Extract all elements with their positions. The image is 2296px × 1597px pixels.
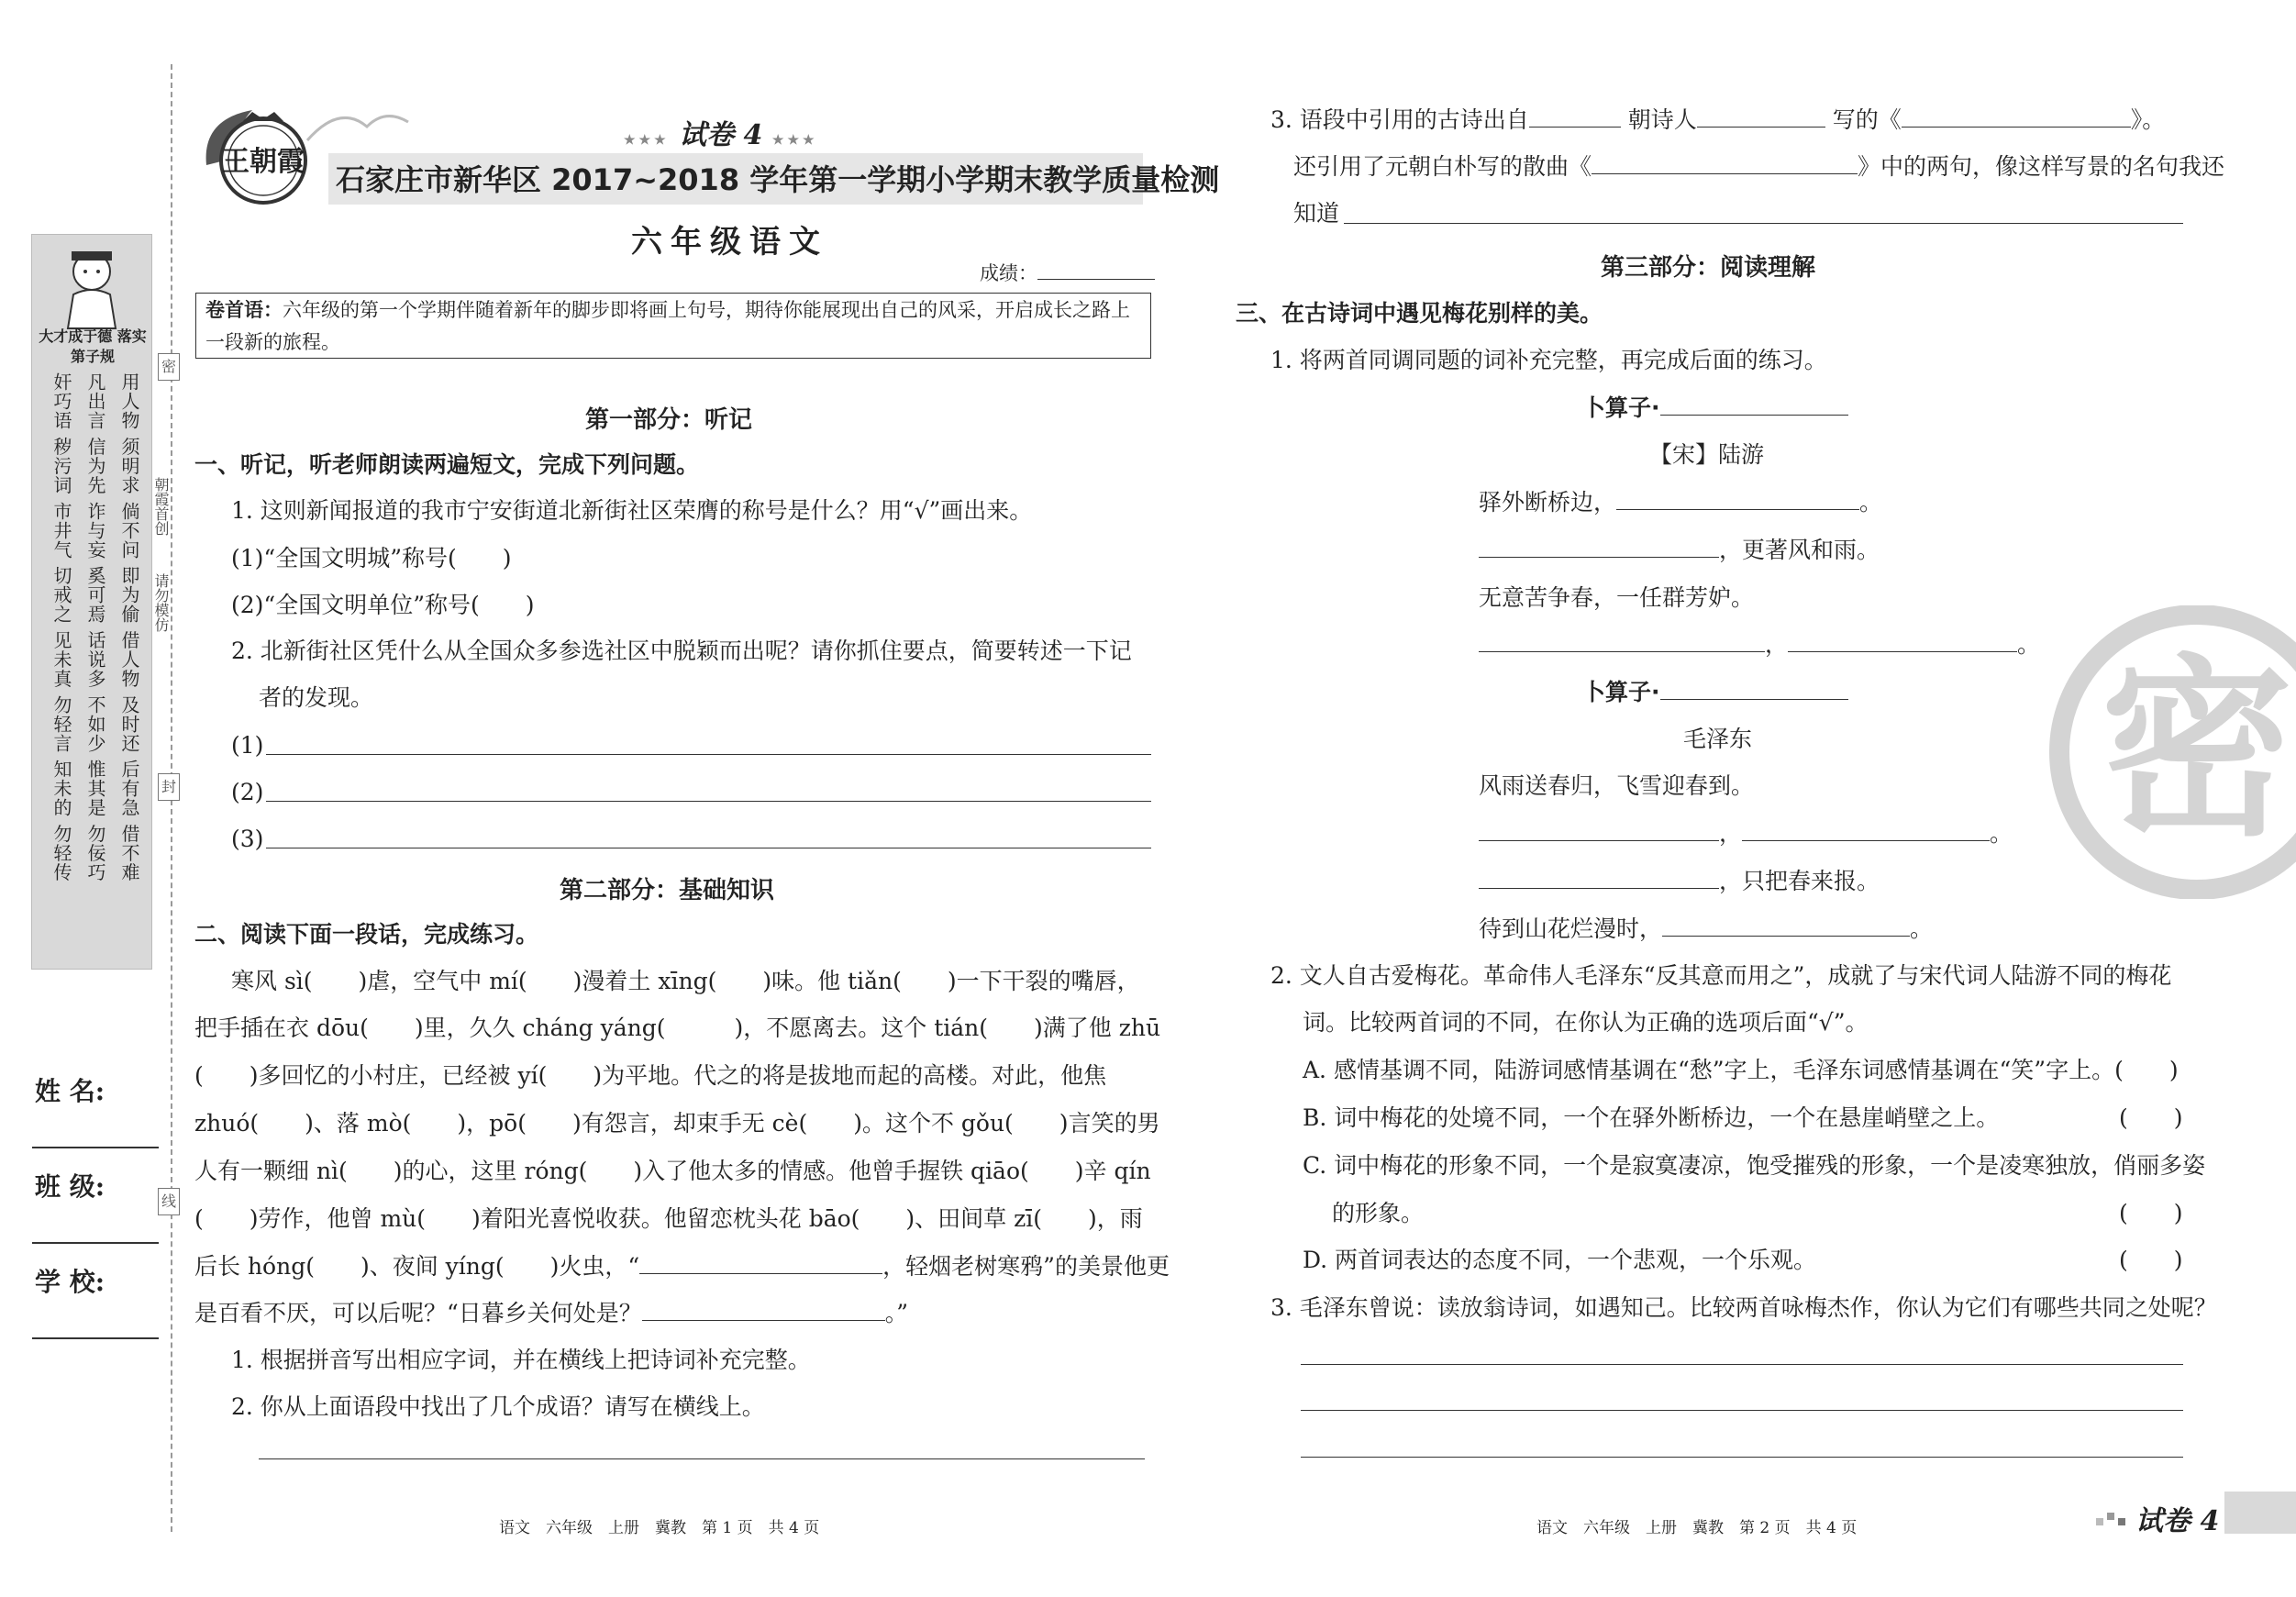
score-label: 成绩： <box>980 262 1037 284</box>
footer-left: 语文 六年级 上册 冀教 第 1 页 共 4 页 <box>499 1519 820 1537</box>
q1-2-text-line2: 者的发现。 <box>259 684 374 711</box>
poem1-blank-4[interactable] <box>1788 631 2017 652</box>
class-label: 班 级: <box>35 1171 105 1202</box>
passage-line-7: 后长 hóng( )、夜间 yíng( )火虫，“ ，轻烟老树寒鸦”的美景他更 <box>194 1253 1170 1280</box>
preface-text: 六年级的第一个学期伴随着新年的脚步即将画上句号，期待你能展现出自己的风采，开启成长之路上一段新的旅程。 <box>205 299 1130 353</box>
q2-3-qu-blank[interactable] <box>1592 153 1858 174</box>
passage-line-4: zhuó( )、落 mò( )，pō( )有怨言，却束手无 cè( )。这个不 gǒu( )言笑的男 <box>194 1110 1160 1137</box>
q2-2-text: 2. 你从上面语段中找出了几个成语？请写在横线上。 <box>231 1393 765 1420</box>
answer-label-1: (1) <box>231 732 264 759</box>
q1-1-option-a[interactable]: (1)“全国文明城”称号( ) <box>231 545 512 571</box>
poem2-title: 卜算子· <box>1582 677 1848 708</box>
q2-3-line1: 3. 语段中引用的古诗出自 朝诗人 写的《 》。 <box>1270 106 2166 133</box>
part2-title: 第二部分：基础知识 <box>560 877 775 904</box>
name-label: 姓 名: <box>35 1076 105 1106</box>
q3-1-text: 1. 将两首同调同题的词补充完整，再完成后面的练习。 <box>1270 347 1827 373</box>
q3-3-answer-3[interactable] <box>1301 1457 2183 1458</box>
school-field[interactable] <box>32 1337 159 1339</box>
passage-line-1: 寒风 sì( )虐，空气中 mí( )漫着土 xīng( )味。他 tiǎn( )一下干裂的嘴唇， <box>231 968 1140 994</box>
poem1-line1: 驿外断桥边， 。 <box>1479 489 1883 516</box>
q3-3-text: 3. 毛泽东曾说：读放翁诗词，如遇知己。比较两首咏梅杰作，你认为它们有哪些共同之处呢？ <box>1270 1294 2217 1321</box>
q3-2-option-c-line1[interactable]: C. 词中梅花的形象不同，一个是寂寞凄凉，饱受摧残的形象，一个是凌寒独放，俏丽多姿 <box>1303 1152 2206 1179</box>
q1-2-text-line1: 2. 北新街社区凭什么从全国众多参选社区中脱颖而出呢？请你抓住要点，简要转述一下记 <box>231 638 1132 664</box>
q1-1-text: 1. 这则新闻报道的我市宁安街道北新街社区荣膺的称号是什么？用“√”画出来。 <box>231 497 1033 524</box>
q3-2-option-d[interactable]: D. 两首词表达的态度不同，一个悲观，一个乐观。 <box>1303 1247 1817 1273</box>
motto-column-1: 用人物 须明求 倘不问 即为偷 借人物 及时还 后有急 借不难 <box>118 372 140 882</box>
q3-2-paren-b[interactable]: ( ) <box>2119 1104 2183 1131</box>
q3-3-answer-1[interactable] <box>1301 1364 2183 1365</box>
poem2-blank-1[interactable] <box>1479 820 1719 841</box>
poem2-line2: ， 。 <box>1479 818 2013 849</box>
q2-1-text: 1. 根据拼音写出相应字词，并在横线上把诗词补充完整。 <box>231 1347 811 1373</box>
motto-panel <box>31 234 152 970</box>
q2-3-answer[interactable] <box>1344 223 2183 224</box>
q3-2-option-c-line2: 的形象。 <box>1332 1200 1425 1226</box>
preface-label: 卷首语： <box>205 298 283 321</box>
preface-box <box>195 293 1151 359</box>
poem1-title: 卜算子· <box>1582 393 1848 424</box>
name-field[interactable] <box>32 1147 159 1148</box>
poem1-author: 【宋】陆游 <box>1649 441 1765 468</box>
q3-2-paren-d[interactable]: ( ) <box>2119 1247 2183 1273</box>
subject-title: 六年级语文 <box>631 224 828 261</box>
q2-3-poem-blank[interactable] <box>1902 106 2131 128</box>
poem1-blank-2[interactable] <box>1479 537 1719 558</box>
passage-line-5: 人有一颗细 nì( )的心，这里 róng( )入了他太多的情感。他曾手握铁 qiāo( )辛 qín <box>194 1158 1151 1184</box>
q2-3-line3: 知道 <box>1293 200 1340 227</box>
part1-title: 第一部分：听记 <box>585 406 753 434</box>
poem2-blank-3[interactable] <box>1479 868 1719 889</box>
binding-strip <box>0 0 183 1597</box>
poem1-line3: 无意苦争春，一任群芳妒。 <box>1479 584 1755 611</box>
answer-label-2: (2) <box>231 779 264 805</box>
q2-3-source-blank[interactable] <box>1529 106 1621 128</box>
logo-text: 王朝霞 <box>222 146 305 178</box>
passage-line-2: 把手插在衣 dōu( )里，久久 cháng yáng( )，不愿离去。这个 tián( )满了他 zhū <box>194 1015 1161 1041</box>
poem1-title-blank[interactable] <box>1660 394 1848 416</box>
motto-banner: 大才成于德 落实第子规 <box>39 327 147 365</box>
q3-heading: 三、在古诗词中遇见梅花别样的美。 <box>1236 300 1603 327</box>
q2-heading: 二、阅读下面一段话，完成练习。 <box>194 921 539 948</box>
poem1-blank-1[interactable] <box>1616 489 1859 510</box>
confidential-seal-icon <box>2023 605 2296 899</box>
scholar-illustration-icon <box>55 244 128 331</box>
answer-label-3: (3) <box>231 826 264 852</box>
part3-title: 第三部分：阅读理解 <box>1601 254 1816 282</box>
passage-line-3: ( )多回忆的小村庄，已经被 yí( )为平地。代之的将是拔地而起的高楼。对此，他焦 <box>194 1062 1107 1089</box>
passage-line-6: ( )劳作，他曾 mù( )着阳光喜悦收获。他留恋枕头花 bāo( )、田间草 zī( )，雨 <box>194 1205 1143 1232</box>
exam-tag: ★★★ 试卷 4 ★★★ <box>624 119 818 151</box>
q3-2-option-b[interactable]: B. 词中梅花的处境不同，一个在驿外断桥边，一个在悬崖峭壁之上。 <box>1303 1104 2000 1131</box>
binding-mark-seal: 密 <box>158 353 180 381</box>
class-field[interactable] <box>32 1242 159 1244</box>
motto-column-2: 凡出言 信为先 诈与妄 奚可焉 话说多 不如少 惟其是 勿佞巧 <box>84 372 106 882</box>
q1-1-option-b[interactable]: (2)“全国文明单位”称号( ) <box>231 592 535 618</box>
q2-2-answer[interactable] <box>259 1458 1145 1459</box>
poem-blank-1[interactable] <box>639 1253 882 1274</box>
poem2-line1: 风雨送春归，飞雪迎春到。 <box>1479 772 1755 799</box>
q3-2-paren-c[interactable]: ( ) <box>2119 1200 2183 1226</box>
poem1-blank-3[interactable] <box>1479 631 1765 652</box>
q3-2-line2: 词。比较两首词的不同，在你认为正确的选项后面“√”。 <box>1303 1009 1869 1036</box>
q3-3-answer-2[interactable] <box>1301 1410 2183 1411</box>
q2-3-line2: 还引用了元朝白朴写的散曲《 》中的两句，像这样写景的名句我还 <box>1293 153 2225 180</box>
binding-mark-envelope: 封 <box>158 773 180 801</box>
school-label: 学 校: <box>35 1267 105 1297</box>
q1-2-answer-1[interactable] <box>266 754 1151 755</box>
copyright-warning-2: 请勿模仿 <box>152 573 170 632</box>
motto-column-3: 奸巧语 秽污词 市井气 切戒之 见未真 勿轻言 知未的 勿轻传 <box>50 372 72 882</box>
footer-right: 语文 六年级 上册 冀教 第 2 页 共 4 页 <box>1536 1519 1858 1537</box>
passage-line-8: 是百看不厌，可以后呢？“日暮乡关何处是？ 。” <box>194 1300 909 1326</box>
ribbon-decoration-icon <box>303 99 413 154</box>
q1-2-answer-2[interactable] <box>266 801 1151 802</box>
poem2-blank-4[interactable] <box>1662 915 1910 937</box>
corner-exam-tag: 试卷 4 <box>2135 1505 2220 1537</box>
publisher-logo-icon <box>197 101 316 211</box>
copyright-warning-1: 朝霞首创 <box>152 477 170 536</box>
binding-mark-line: 线 <box>158 1188 180 1215</box>
poem1-line4: ， 。 <box>1479 629 2040 660</box>
poem-blank-2[interactable] <box>642 1300 885 1321</box>
exam-title: 石家庄市新华区 2017~2018 学年第一学期小学期末教学质量检测 <box>336 162 1220 197</box>
q3-2-option-a[interactable]: A. 感情基调不同，陆游词感情基调在“愁”字上，毛泽东词感情基调在“笑”字上。( ) <box>1303 1057 2179 1083</box>
seal-text: 密 <box>2100 638 2294 862</box>
corner-squares-icon <box>2094 1507 2131 1529</box>
poem2-author: 毛泽东 <box>1683 726 1753 752</box>
q2-3-poet-blank[interactable] <box>1697 106 1825 128</box>
poem2-blank-2[interactable] <box>1742 820 1990 841</box>
poem2-line3: ，只把春来报。 <box>1479 866 1880 897</box>
corner-tab <box>2224 1492 2296 1534</box>
q1-heading: 一、听记，听老师朗读两遍短文，完成下列问题。 <box>194 451 700 478</box>
poem1-line2: ，更著风和雨。 <box>1479 535 1880 566</box>
score-field[interactable] <box>980 259 1155 286</box>
poem2-line4: 待到山花烂漫时， 。 <box>1479 915 1934 942</box>
q3-2-line1: 2. 文人自古爱梅花。革命伟人毛泽东“反其意而用之”，成就了与宋代词人陆游不同的梅花 <box>1270 962 2172 989</box>
poem2-title-blank[interactable] <box>1660 679 1848 700</box>
